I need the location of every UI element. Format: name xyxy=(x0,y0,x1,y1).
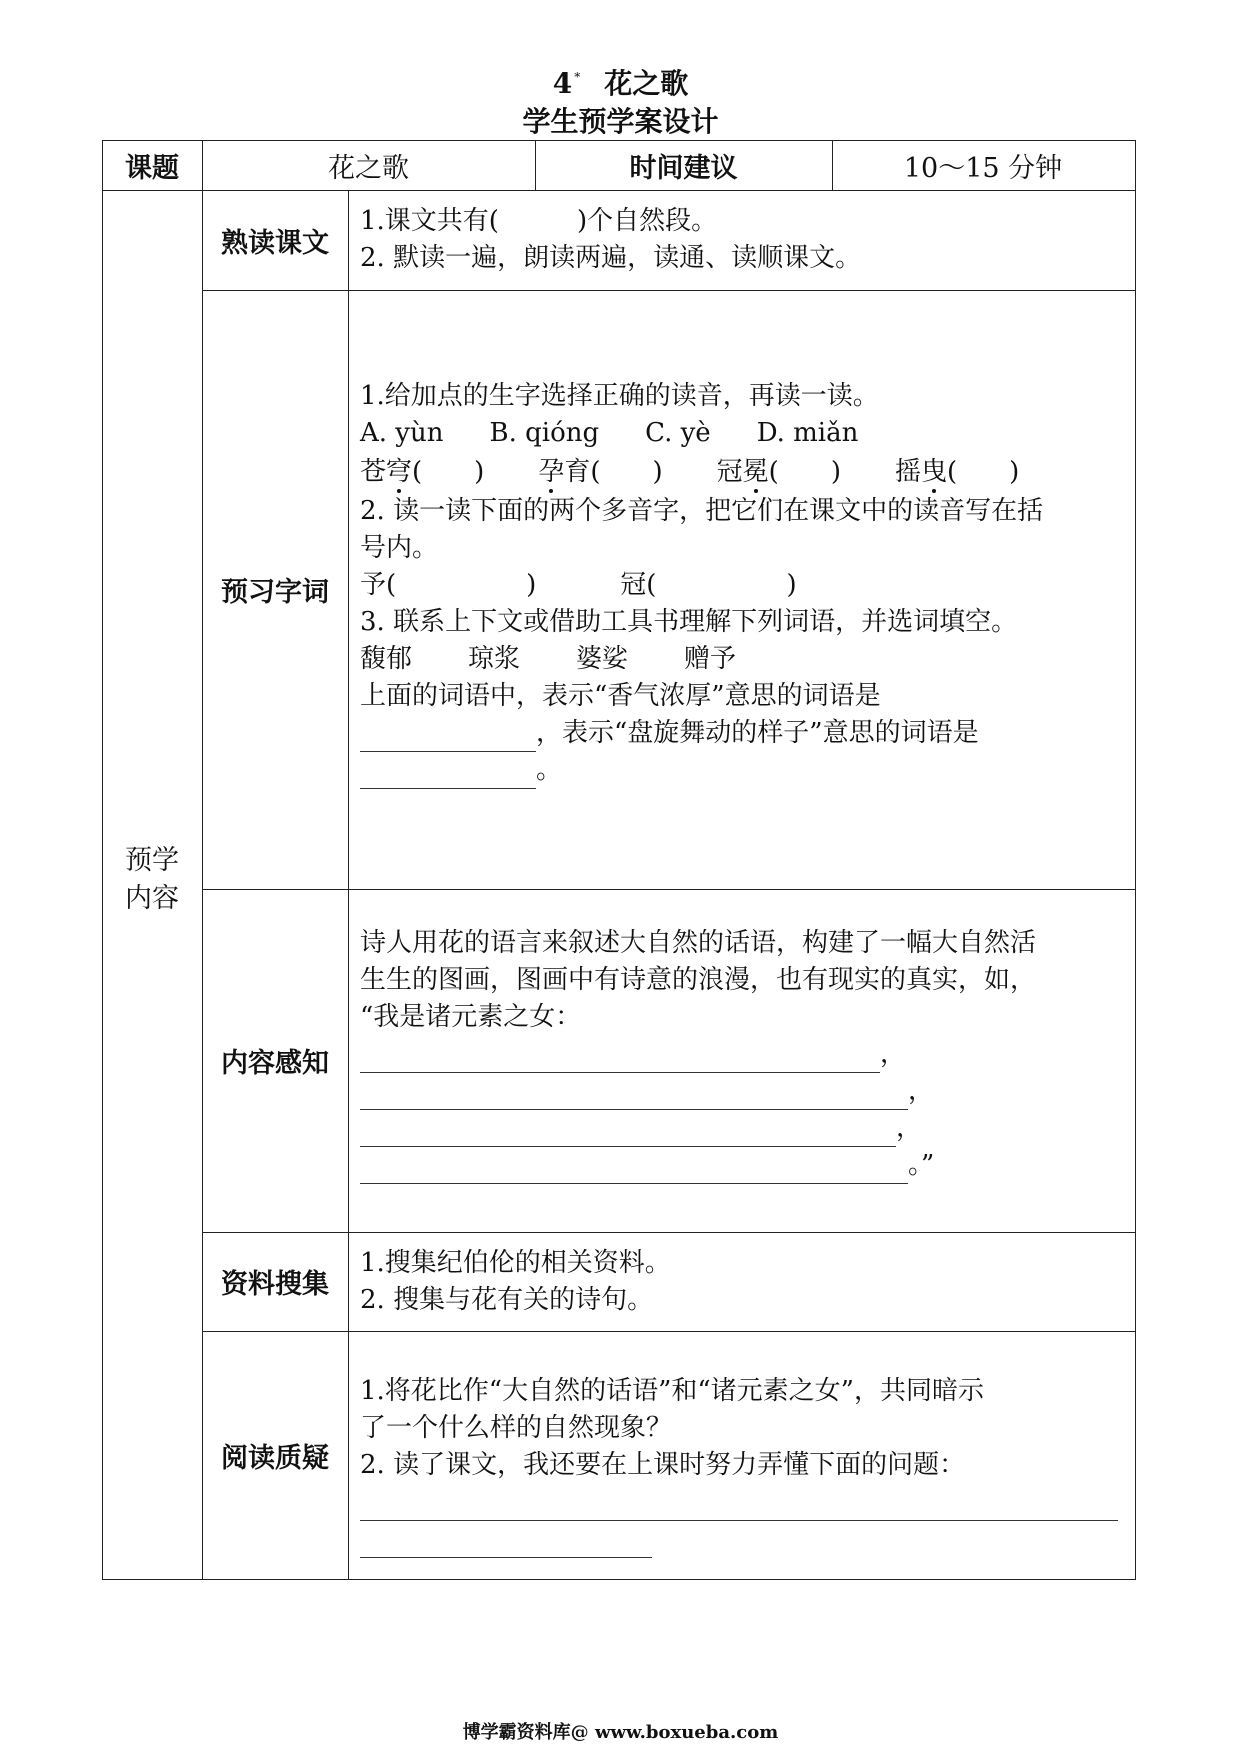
answer-blank[interactable] xyxy=(360,1492,1118,1521)
reading-line: 2. 默读一遍，朗读两遍，读通、读顺课文。 xyxy=(360,243,862,273)
dotted-char: 孕 xyxy=(538,457,565,487)
pinyin-option: C. yè xyxy=(645,418,711,448)
pinyin-option: B. qióng xyxy=(489,418,600,448)
section-label-content: 内容感知 xyxy=(221,1048,329,1079)
lesson-heading xyxy=(0,62,1241,102)
word-part: 苍 xyxy=(360,457,387,487)
answer-line xyxy=(360,1110,1036,1147)
materials-line: 1.搜集纪伯伦的相关资料。 xyxy=(360,1248,671,1278)
reading-line: 1.课文共有( )个自然段。 xyxy=(360,206,718,236)
section-label-vocab: 预习字词 xyxy=(221,577,329,608)
answer-blank[interactable] xyxy=(360,1044,880,1073)
vocab-question-2-cont: 号内。 xyxy=(360,533,439,563)
answer-blank[interactable] xyxy=(360,760,536,789)
vocab-question-1: 1.给加点的生字选择正确的读音，再读一读。 xyxy=(360,381,879,411)
vocab-question-3: 3. 联系上下文或借助工具书理解下列词语，并选词填空。 xyxy=(360,607,1018,637)
answer-line xyxy=(360,1073,1036,1110)
dotted-char: 穹 xyxy=(386,457,413,487)
word-blank: ( ) xyxy=(412,457,485,487)
side-label xyxy=(102,830,202,930)
answer-line xyxy=(360,1147,1036,1184)
content-perception xyxy=(360,925,1036,1184)
term-list xyxy=(360,641,1043,678)
page-subtitle: 学生预学案设计 xyxy=(522,105,719,138)
dotted-words xyxy=(360,454,1043,491)
fill-line-1: 上面的词语中，表示“香气浓厚”意思的词语是 xyxy=(360,681,881,711)
answer-blank[interactable] xyxy=(360,1118,896,1147)
side-label-line: 预学 xyxy=(125,845,179,876)
polyphone-row xyxy=(360,567,1043,604)
time-value: 10～15 分钟 xyxy=(903,152,1063,184)
vocab-content xyxy=(360,378,1043,789)
dotted-char: 曳 xyxy=(920,457,947,487)
word-blank: ( ) xyxy=(947,457,1020,487)
lesson-number: 4 xyxy=(552,67,573,100)
answer-line xyxy=(360,1036,1036,1073)
section-label-reading: 熟读课文 xyxy=(221,227,329,259)
questions-content xyxy=(360,1373,1118,1558)
footer-watermark: 博学霸资料库@ www.boxueba.com xyxy=(462,1722,779,1743)
time-label: 时间建议 xyxy=(629,152,738,184)
line-end: ， xyxy=(880,1039,907,1069)
content-line: 生生的图画，图画中有诗意的浪漫，也有现实的真实，如， xyxy=(360,965,1037,995)
fill-line-2 xyxy=(360,715,1043,752)
answer-line xyxy=(360,1521,1118,1558)
reading-content xyxy=(360,203,861,277)
polyphone-item: 予( ) xyxy=(360,570,537,600)
answer-blank[interactable] xyxy=(360,1155,908,1184)
side-label-line: 内容 xyxy=(125,883,179,914)
word-blank: 育( ) xyxy=(564,457,663,487)
polyphone-item: 冠( ) xyxy=(620,570,797,600)
question-line: 2. 读了课文，我还要在上课时努力弄懂下面的问题： xyxy=(360,1450,966,1480)
term: 赠予 xyxy=(684,644,737,674)
section-label-questions: 阅读质疑 xyxy=(221,1443,329,1474)
lesson-mark: * xyxy=(574,70,581,84)
word-item xyxy=(717,457,841,487)
line-end: ， xyxy=(896,1113,923,1143)
section-label-materials: 资料搜集 xyxy=(221,1269,329,1300)
fill-text: 。 xyxy=(536,755,563,785)
pinyin-option: D. miǎn xyxy=(756,418,859,448)
fill-text: ，表示“盘旋舞动的样子”意思的词语是 xyxy=(536,718,979,748)
vocab-question-2: 2. 读一读下面的两个多音字，把它们在课文中的读音写在括 xyxy=(360,496,1044,526)
fill-line-3 xyxy=(360,752,1043,789)
topic-value: 花之歌 xyxy=(328,152,409,184)
content-line: “我是诸元素之女： xyxy=(360,1002,582,1032)
word-item xyxy=(360,457,484,487)
answer-blank[interactable] xyxy=(360,1081,908,1110)
content-line: 诗人用花的语言来叙述大自然的话语，构建了一幅大自然活 xyxy=(360,928,1037,958)
materials-content xyxy=(360,1245,671,1319)
word-part: 摇 xyxy=(894,457,921,487)
question-line: 1.将花比作“大自然的话语”和“诸元素之女”，共同暗示 xyxy=(360,1376,984,1406)
answer-line xyxy=(360,1484,1118,1521)
col-divider xyxy=(348,190,349,1580)
word-part: 冠 xyxy=(716,457,743,487)
line-end: ， xyxy=(908,1076,935,1106)
word-item xyxy=(538,457,662,487)
word-item xyxy=(895,457,1019,487)
lesson-title: 花之歌 xyxy=(604,67,689,100)
term: 馥郁 xyxy=(360,644,413,674)
dotted-char: 冕 xyxy=(742,457,769,487)
materials-line: 2. 搜集与花有关的诗句。 xyxy=(360,1285,654,1315)
term: 琼浆 xyxy=(468,644,521,674)
pinyin-options xyxy=(360,415,1043,452)
topic-label: 课题 xyxy=(125,152,179,184)
answer-blank[interactable] xyxy=(360,1529,652,1558)
word-blank: ( ) xyxy=(768,457,841,487)
term: 婆娑 xyxy=(576,644,629,674)
answer-blank[interactable] xyxy=(360,723,536,752)
pinyin-option: A. yùn xyxy=(360,418,444,448)
question-line: 了一个什么样的自然现象？ xyxy=(360,1413,673,1443)
line-end: 。” xyxy=(908,1150,935,1180)
